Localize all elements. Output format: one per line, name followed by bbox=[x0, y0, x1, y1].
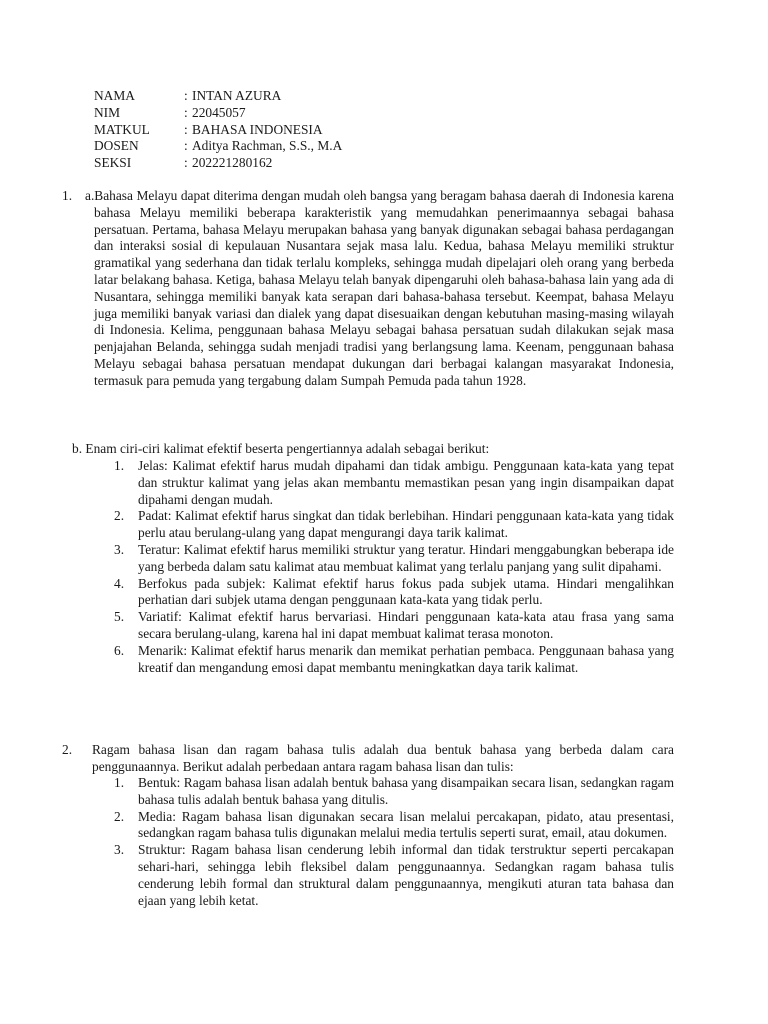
item-number: 1. bbox=[114, 458, 125, 473]
header-row-dosen bbox=[94, 138, 342, 155]
header-colon: : bbox=[184, 104, 188, 120]
header-row-nim bbox=[94, 105, 342, 122]
header-label: NAMA bbox=[94, 88, 135, 103]
header-colon: : bbox=[184, 88, 188, 103]
header-value: BAHASA INDONESIA bbox=[192, 121, 323, 137]
effective-sentence-list bbox=[112, 458, 674, 676]
item-number: 6. bbox=[114, 642, 125, 658]
language-variety-list bbox=[112, 775, 674, 909]
list-item bbox=[112, 458, 674, 508]
header-label: NIM bbox=[94, 104, 121, 120]
header-value: 22045057 bbox=[192, 104, 246, 120]
item-number: 3. bbox=[114, 541, 125, 557]
list-item bbox=[112, 576, 674, 610]
item-text: Bentuk: Ragam bahasa lisan adalah bentuk bahasa yang disampaikan secara lisan, sedangkan ragam bahasa tulis adalah bentuk bahasa yang ditulis. bbox=[138, 775, 674, 807]
header-label: SEKSI bbox=[94, 155, 132, 171]
sub-label: a. bbox=[85, 188, 95, 203]
question-number: 1. bbox=[62, 188, 73, 203]
list-item bbox=[112, 842, 674, 909]
intro-text: Enam ciri-ciri kalimat efektif beserta pengertiannya adalah sebagai berikut: bbox=[85, 441, 490, 456]
item-text: Menarik: Kalimat efektif harus menarik dan memikat perhatian pembaca. Penggunaan bahasa yang kreatif dan mengandung emosi dapat membantu meningkatkan daya tarik kalimat. bbox=[138, 642, 674, 675]
item-text: Variatif: Kalimat efektif harus bervariasi. Hindari penggunaan kata-kata atau frasa yang sama secara berulang-ulang, karena hal ini dapat membuat kalimat terasa monoton. bbox=[138, 609, 674, 641]
header-colon: : bbox=[184, 155, 188, 171]
item-number: 1. bbox=[114, 775, 125, 790]
question-1a-answer bbox=[85, 188, 674, 390]
item-text: Teratur: Kalimat efektif harus memiliki struktur yang teratur. Hindari menggabungkan beberapa ide yang berbeda dalam satu kalimat atau membuat kalimat yang terlalu panjang yang sulit dipahami. bbox=[138, 541, 674, 574]
list-item bbox=[112, 609, 674, 643]
identity-header bbox=[94, 88, 342, 172]
header-row-matkul bbox=[94, 122, 342, 139]
item-number: 2. bbox=[114, 508, 125, 524]
question-2-intro: Ragam bahasa lisan dan ragam bahasa tulis adalah dua bentuk bahasa yang berbeda dalam cara penggunaannya. Berikut adalah perbedaan antara ragam bahasa lisan dan tulis: bbox=[92, 742, 674, 774]
question-1b-intro bbox=[72, 441, 674, 458]
header-value: Aditya Rachman, S.S., M.A bbox=[192, 138, 343, 154]
list-item bbox=[112, 542, 674, 576]
list-item bbox=[112, 643, 674, 677]
item-number: 5. bbox=[114, 609, 125, 625]
list-item bbox=[112, 508, 674, 542]
header-label: DOSEN bbox=[94, 138, 139, 154]
sub-label: b. bbox=[72, 441, 83, 456]
item-number: 4. bbox=[114, 575, 125, 591]
list-item bbox=[112, 809, 674, 843]
item-text: Berfokus pada subjek: Kalimat efektif harus fokus pada subjek utama. Hindari mengalihkan perhatian dari subjek utama dengan penggunaan kata-kata yang tidak perlu. bbox=[138, 575, 674, 608]
header-value: 202221280162 bbox=[192, 155, 273, 171]
item-text: Padat: Kalimat efektif harus singkat dan tidak berlebihan. Hindari penggunaan kata-kata yang tidak perlu atau berulang-ulang yang dapat mengurangi daya tarik kalimat. bbox=[138, 508, 674, 541]
header-row-seksi bbox=[94, 155, 342, 172]
question-number: 2. bbox=[62, 742, 73, 757]
item-text: Jelas: Kalimat efektif harus mudah dipahami dan tidak ambigu. Penggunaan kata-kata yang tepat dan struktur kalimat yang jelas akan membantu memastikan pesan yang ingin disampaikan dapat dipahami dengan mudah. bbox=[138, 458, 674, 507]
header-colon: : bbox=[184, 138, 188, 154]
answer-text: Bahasa Melayu dapat diterima dengan mudah oleh bangsa yang beragam bahasa daerah di Indonesia karena bahasa Melayu memiliki beberapa karakteristik yang memudahkan penerimaannya sebagai bahasa persatuan. Pertama, bahasa Melayu merupakan bahasa yang banyak digunakan sebagai bahasa perdagangan dan interaksi sosial di kepulauan Nusantara sejak masa lalu. Kedua, bahasa Melayu memiliki struktur gramatikal yang sederhana dan tidak terlalu kompleks, sehingga mudah dipelajari oleh orang yang berbeda latar belakang bahasa. Ketiga, bahasa Melayu telah banyak dipengaruhi oleh bahasa-bahasa lain yang ada di Nusantara, sehingga memiliki banyak kata serapan dari bahasa-bahasa tersebut. Keempat, bahasa Melayu juga memiliki banyak variasi dan dialek yang dapat disesuaikan dengan kebutuhan masing-masing wilayah di Indonesia. Kelima, penggunaan bahasa Melayu sebagai bahasa persatuan sudah dilakukan sejak masa penjajahan Belanda, sehingga sudah menjadi tradisi yang berlangsung lama. Keenam, penggunaan bahasa Melayu sebagai bahasa persatuan mendapat dukungan dari berbagai kalangan masyarakat Indonesia, termasuk para pemuda yang tergabung dalam Sumpah Pemuda pada tahun 1928. bbox=[94, 188, 674, 388]
item-number: 2. bbox=[114, 808, 125, 824]
list-item bbox=[112, 775, 674, 809]
header-row-nama bbox=[94, 88, 342, 105]
item-number: 3. bbox=[114, 842, 125, 858]
header-label: MATKUL bbox=[94, 121, 150, 137]
item-text: Media: Ragam bahasa lisan digunakan secara lisan melalui percakapan, pidato, atau presentasi, sedangkan ragam bahasa tulis digunakan melalui media tertulis seperti surat, email, atau dokumen. bbox=[138, 808, 674, 841]
header-value: INTAN AZURA bbox=[192, 88, 282, 103]
item-text: Struktur: Ragam bahasa lisan cenderung lebih informal dan tidak terstruktur seperti percakapan sehari-hari, sehingga lebih fleksibel dalam penggunaannya. Sedangkan ragam bahasa tulis cenderung lebih formal dan struktural dalam penggunaannya, mengikuti aturan tata bahasa dan ejaan yang lebih ketat. bbox=[138, 842, 674, 908]
header-colon: : bbox=[184, 121, 188, 137]
